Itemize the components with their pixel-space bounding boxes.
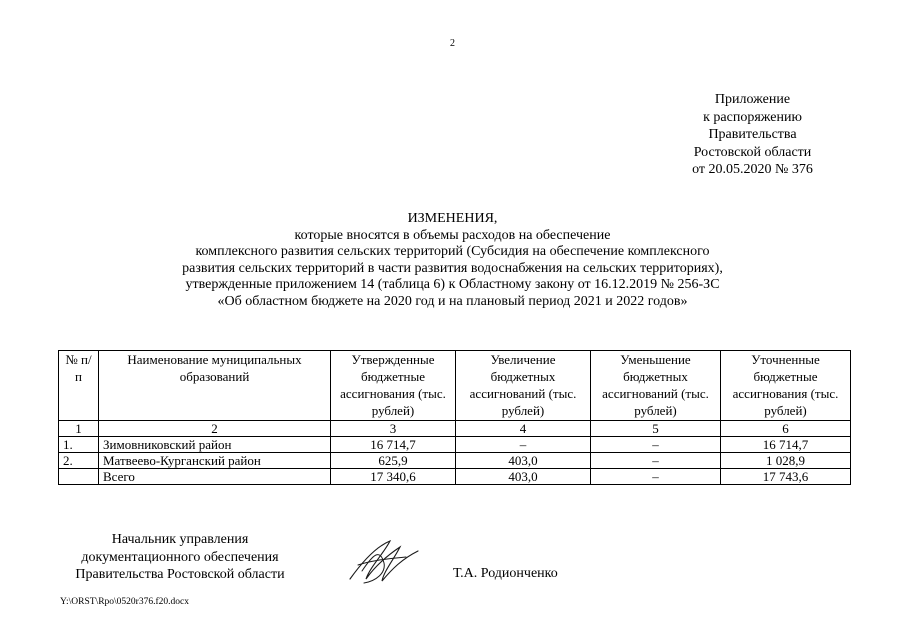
table-cell: 6 [721,421,851,437]
table-cell: – [591,453,721,469]
changes-table [58,350,851,485]
header-increase: Увеличение бюджетных ассигнований (тыс. рублей) [456,351,591,421]
file-path: Y:\ORST\Rpo\0520r376.f20.docx [60,597,189,607]
title-line: комплексного развития сельских территорий (Субсидия на обеспечение комплексного [195,244,710,260]
signer-title-line: Начальник управления [111,532,249,547]
table-cell: Матвеево-Курганский район [99,453,331,469]
table-cell: 1. [59,437,99,453]
table-cell: Зимовниковский район [99,437,331,453]
header-number: № п/п [59,351,99,421]
table-cell: – [456,437,591,453]
table-cell: 1 028,9 [721,453,851,469]
title-line: «Об областном бюджете на 2020 год и на плановый период 2021 и 2022 годов» [217,293,688,309]
signer-title [60,531,300,584]
table-cell: 5 [591,421,721,437]
header-decrease: Уменьшение бюджетных ассигнований (тыс. рублей) [591,351,721,421]
table-cell: 4 [456,421,591,437]
table-cell: 1 [59,421,99,437]
table-cell: 16 714,7 [331,437,456,453]
title-line: утвержденные приложением 14 (таблица 6) к Областному закону от 16.12.2019 № 256-ЗС [185,277,720,293]
appendix-line: от 20.05.2020 № 376 [692,162,813,177]
table-cell: 17 340,6 [331,469,456,485]
table-total-row [59,469,851,485]
table-row [59,437,851,453]
table-cell [59,469,99,485]
table-cell: 403,0 [456,469,591,485]
table-cell: 2. [59,453,99,469]
title-heading: ИЗМЕНЕНИЯ, [407,211,498,226]
table-cell: 2 [99,421,331,437]
signer-title-line: Правительства Ростовской области [75,567,285,582]
table-row [59,453,851,469]
document-title [90,211,815,311]
signer-title-line: документационного обеспечения [81,549,279,565]
table-cell: – [591,469,721,485]
handwritten-signature [340,535,430,590]
table-cell: 625,9 [331,453,456,469]
appendix-line: Правительства [708,127,797,142]
appendix-line: Ростовской области [693,144,812,160]
table-cell: 17 743,6 [721,469,851,485]
header-adjusted: Уточненные бюджетные ассигнования (тыс. рублей) [721,351,851,421]
signer-name: Т.А. Родионченко [453,566,558,581]
appendix-line: Приложение [714,92,791,107]
appendix-block [660,91,845,179]
table-cell: – [591,437,721,453]
table-cell: 3 [331,421,456,437]
page-number: 2 [450,38,455,49]
column-number-row [59,421,851,437]
table-cell: 16 714,7 [721,437,851,453]
header-approved: Утвержденные бюджетные ассигнования (тыс. рублей) [331,351,456,421]
title-line: которые вносятся в объемы расходов на обеспечение [294,227,611,243]
title-line: развития сельских территорий в части развития водоснабжения на сельских территориях), [182,260,723,276]
table-cell: 403,0 [456,453,591,469]
table-header-row [59,351,851,421]
appendix-line: к распоряжению [703,109,802,125]
header-municipality: Наименование муниципальных образований [99,351,331,421]
table-cell: Всего [99,469,331,485]
